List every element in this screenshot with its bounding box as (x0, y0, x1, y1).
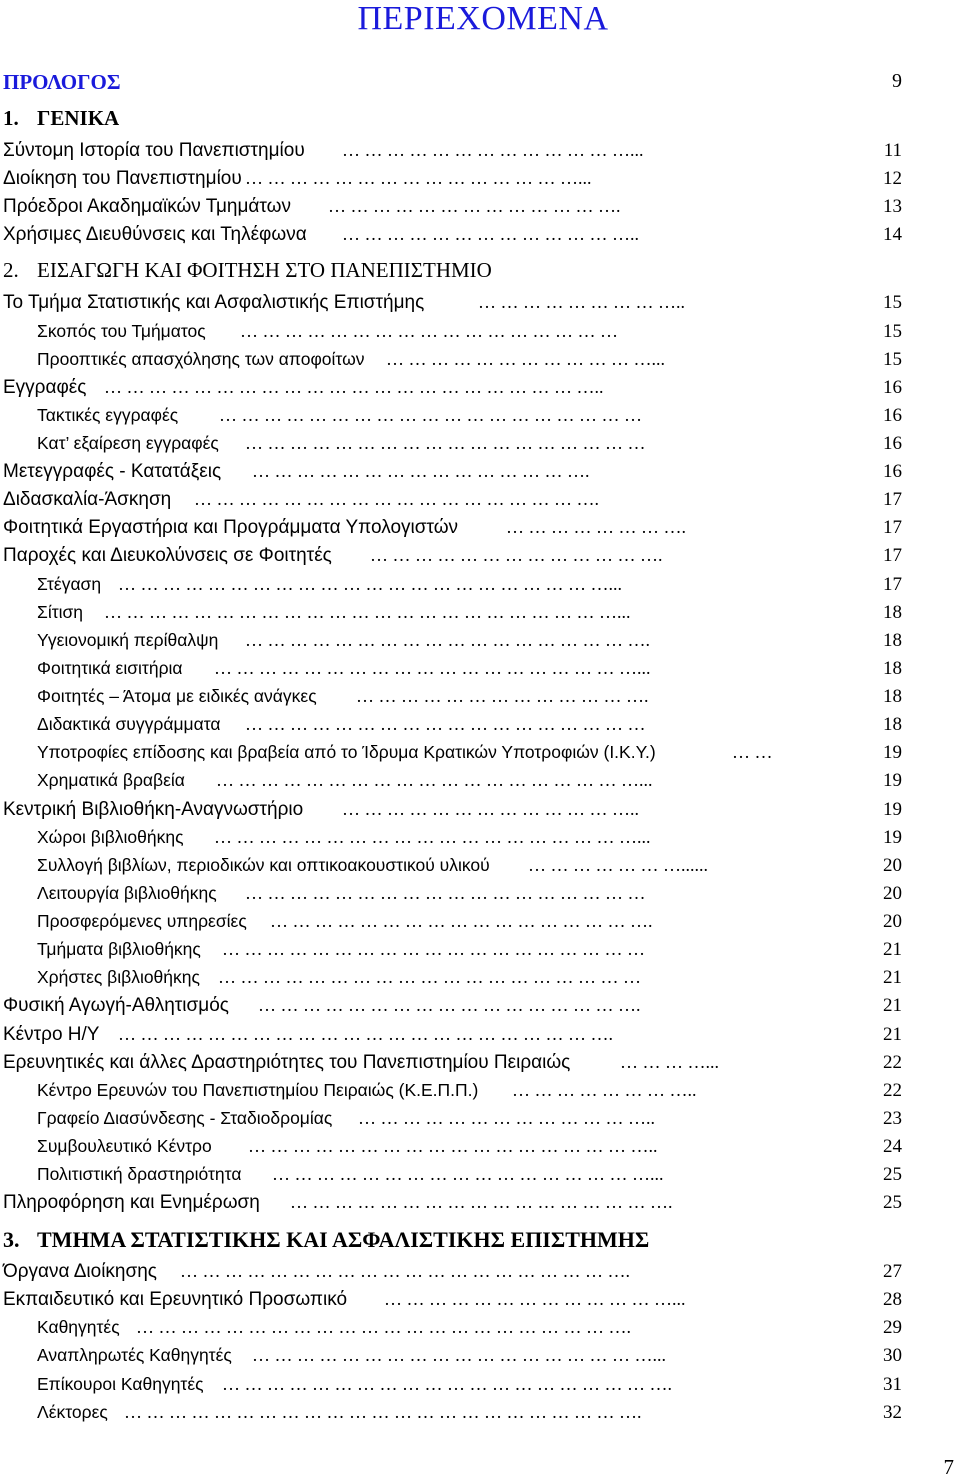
toc-entry-label: Προοπτικές απασχόλησης των αποφοίτων (37, 349, 365, 369)
toc-leader-dots: … … … … … … … … … … … … … … … … … … … …. (180, 1261, 630, 1281)
toc-entry-page: 18 (883, 630, 902, 651)
toc-leader-dots: … … … … … … … … … … … … … … … … …... (272, 1164, 664, 1184)
toc-entry[interactable] (0, 1317, 960, 1345)
toc-entry[interactable] (0, 196, 960, 224)
toc-entry[interactable] (0, 1192, 960, 1220)
toc-entry-label: Το Τμήμα Στατιστικής και Ασφαλιστικής Επιστήμης (3, 292, 425, 313)
toc-entry[interactable] (0, 686, 960, 714)
toc-leader-dots: … … … … … … … … … … … … … … … … … … … … … … …. (124, 1402, 642, 1422)
toc-entry-page: 17 (883, 517, 902, 538)
toc-entry[interactable] (0, 995, 960, 1023)
toc-entry[interactable] (0, 1108, 960, 1136)
toc-entry[interactable] (0, 574, 960, 602)
toc-entry-page: 15 (883, 349, 902, 370)
section-title: ΓΕΝΙΚΑ (37, 106, 120, 130)
toc-leader-dots: … … … … … … … … … … … … … … … … … … …... (214, 658, 651, 678)
toc-entry-label: Υποτροφίες επίδοσης και βραβεία από το Ίδρυμα Κρατικών Υποτροφιών (Ι.Κ.Υ.) (37, 742, 656, 762)
toc-leader-dots: … … … … … … … …. (506, 517, 686, 537)
section-number: 3. (3, 1227, 20, 1252)
toc-entry-label: Φοιτητές – Άτομα με ειδικές ανάγκες (37, 686, 317, 706)
toc-entry-label: Τακτικές εγγραφές (37, 405, 179, 425)
toc-leader-dots: … … … … … … … … … … … … … … … … … … … (222, 939, 645, 959)
toc-entry-page: 19 (883, 827, 902, 848)
toc-entry-page: 16 (883, 405, 902, 426)
toc-entry-label: Εγγραφές (3, 377, 87, 398)
toc-entry[interactable] (0, 1080, 960, 1108)
toc-entry-page: 22 (883, 1052, 902, 1073)
toc-leader-dots: … … … … … … … … … … … … … … … … … … …... (216, 770, 653, 790)
toc-entry-page: 20 (883, 911, 902, 932)
toc-entry[interactable] (0, 1024, 960, 1052)
toc-entry-page: 21 (883, 967, 902, 988)
section-title: ΤΜΗΜΑ ΣΤΑΤΙΣΤΙΚΗΣ ΚΑΙ ΑΣΦΑΛΙΣΤΙΚΗΣ ΕΠΙΣΤΗΜΗΣ (37, 1227, 650, 1252)
toc-leader-dots: … … … … … … … … … … … … … … … … … … (245, 883, 646, 903)
toc-entry-label: Χώροι βιβλιοθήκης (37, 827, 184, 847)
toc-entry[interactable] (0, 630, 960, 658)
toc-entry[interactable] (0, 292, 960, 320)
toc-leader-dots: … … … …... (620, 1052, 719, 1072)
toc-entry-page: 13 (883, 196, 902, 217)
toc-entry[interactable] (0, 658, 960, 686)
toc-entry-page: 17 (883, 489, 902, 510)
toc-entry[interactable] (0, 1052, 960, 1080)
toc-leader-dots: … … … … … … … … … … … … … … … … … ….. (248, 1136, 658, 1156)
toc-entry-page: 19 (883, 770, 902, 791)
toc-leader-dots: … … … … … … … … … … … … … … … … …. (258, 995, 641, 1015)
toc-entry-label: Τμήματα βιβλιοθήκης (37, 939, 201, 959)
toc-entry[interactable] (0, 140, 960, 168)
toc-entry-page: 18 (883, 686, 902, 707)
toc-entry[interactable] (0, 517, 960, 545)
toc-entry-label: Φοιτητικά εισιτήρια (37, 658, 183, 678)
toc-entry-label: ΠΡΟΛΟΓΟΣ (3, 70, 121, 94)
toc-entry-label: Μετεγγραφές - Κατατάξεις (3, 461, 222, 482)
toc-leader-dots: … … … … … … …...... (528, 855, 708, 875)
toc-leader-dots: … … … … … … … … … … … … …... (342, 140, 644, 160)
toc-entry-label: Γραφείο Διασύνδεσης - Σταδιοδρομίας (37, 1108, 333, 1128)
toc-entry-page: 29 (883, 1317, 902, 1338)
toc-entry[interactable] (0, 1402, 960, 1430)
toc-leader-dots: … … … … … … … … … … … … …. (328, 196, 621, 216)
toc-entry-label: Συμβουλευτικό Κέντρο (37, 1136, 212, 1156)
toc-leader-dots: … … … … … … … … … … … … … … … … … …... (252, 1345, 666, 1365)
toc-entry[interactable] (0, 433, 960, 461)
toc-entry[interactable] (0, 405, 960, 433)
toc-entry[interactable] (0, 855, 960, 883)
toc-entry[interactable] (0, 742, 960, 770)
toc-entry-page: 32 (883, 1402, 902, 1423)
toc-entry-label: Διδασκαλία-Άσκηση (3, 489, 172, 510)
toc-leader-dots: … … … … … … … … … … … … …. (370, 545, 663, 565)
toc-entry[interactable] (0, 168, 960, 196)
toc-entry-label: Κέντρο Η/Υ (3, 1024, 100, 1045)
toc-entry-page: 14 (883, 224, 902, 245)
toc-entry[interactable] (0, 349, 960, 377)
toc-entry-page: 22 (883, 1080, 902, 1101)
toc-entry[interactable] (0, 827, 960, 855)
toc-entry-label: Φοιτητικά Εργαστήρια και Προγράμματα Υπολογιστών (3, 517, 459, 538)
toc-entry-label: Συλλογή βιβλίων, περιοδικών και οπτικοακουστικού υλικού (37, 855, 490, 875)
toc-entry-page: 16 (883, 377, 902, 398)
toc-entry-label: Ερευνητικές και άλλες Δραστηριότητες του Πανεπιστημίου Πειραιώς (3, 1052, 571, 1073)
toc-entry-label: Αναπληρωτές Καθηγητές (37, 1345, 232, 1365)
toc-entry[interactable] (0, 321, 960, 349)
toc-leader-dots: … … … … … … … … … … … … … … … … … … … … … …... (118, 574, 622, 594)
toc-entry-label: Στέγαση (37, 574, 102, 594)
toc-entry[interactable] (0, 939, 960, 967)
toc-entry-label: Κεντρική Βιβλιοθήκη-Αναγνωστήριο (3, 799, 304, 820)
toc-leader-dots: … … … … … … … … … … … … … … … … … … … (218, 967, 641, 987)
toc-leader-dots: … … … … … … … … … … … … … … … … … … … … … ….. (104, 377, 604, 397)
toc-leader-dots: … … … … … … … … … … … … … … … … … (240, 321, 618, 341)
toc-entry[interactable] (0, 224, 960, 252)
toc-entry-page: 23 (883, 1108, 902, 1129)
toc-entry-label: Κατ’ εξαίρεση εγγραφές (37, 433, 219, 453)
toc-entry-page: 18 (883, 714, 902, 735)
toc-leader-dots: … … … … … … … … … … … … …... (384, 1289, 686, 1309)
toc-entry-page: 15 (883, 321, 902, 342)
toc-entry-page: 27 (883, 1261, 902, 1282)
toc-entry[interactable] (0, 770, 960, 798)
toc-entry-page: 11 (883, 140, 902, 161)
toc-entry-label: Λειτουργία βιβλιοθήκης (37, 883, 217, 903)
toc-entry-label: Διδακτικά συγγράμματα (37, 714, 221, 734)
toc-entry-page: 19 (883, 799, 902, 820)
toc-leader-dots: … … … … … … … … … … … … … … … … …. (270, 911, 653, 931)
toc-entry[interactable] (0, 377, 960, 405)
toc-entry-label: Παροχές και Διευκολύνσεις σε Φοιτητές (3, 545, 332, 566)
toc-leader-dots: … … … … … … … … … … … … … … … … … … … (219, 405, 642, 425)
toc-entry-label: Εκπαιδευτικό και Ερευνητικό Προσωπικό (3, 1289, 348, 1310)
toc-leader-dots: … … … … … … … … … … … … … … …... (245, 168, 592, 188)
toc-leader-dots: … … … … … … … … … … … … … … … … … … … …. (222, 1374, 672, 1394)
toc-entry-page: 20 (883, 883, 902, 904)
toc-entry-page: 19 (883, 742, 902, 763)
toc-entry-label: Σκοπός του Τμήματος (37, 321, 206, 341)
toc-entry-page: 30 (883, 1345, 902, 1366)
toc-entry-label: Κέντρο Ερευνών του Πανεπιστημίου Πειραιώς (Κ.Ε.Π.Π.) (37, 1080, 479, 1100)
toc-entry[interactable] (0, 545, 960, 573)
toc-entry-page: 9 (892, 70, 902, 92)
toc-leader-dots: … … … … … … … … … … … …... (386, 349, 665, 369)
toc-leader-dots: … … … … … … … … … … … … … … … … … …. (194, 489, 599, 509)
toc-entry-label: Επίκουροι Καθηγητές (37, 1374, 204, 1394)
toc-entry[interactable] (0, 1289, 960, 1317)
toc-entry-label: Χρήστες βιβλιοθήκης (37, 967, 200, 987)
toc-entry-page: 25 (883, 1192, 902, 1213)
toc-entry[interactable] (0, 883, 960, 911)
toc-leader-dots: … … … … … … … ….. (512, 1080, 697, 1100)
toc-entry[interactable] (0, 489, 960, 517)
section-number: 1. (3, 106, 19, 130)
toc-entry-page: 31 (883, 1374, 902, 1395)
toc-entry-prologue[interactable] (0, 70, 960, 98)
toc-entry-label: Διοίκηση του Πανεπιστημίου (3, 168, 242, 189)
toc-entry-page: 16 (883, 433, 902, 454)
toc-entry-page: 17 (883, 574, 902, 595)
toc-section-3[interactable] (0, 1227, 960, 1255)
toc-leader-dots: … … … … … … … … … … … … … … … … … … … … … …. (118, 1024, 613, 1044)
toc-leader-dots: … … … … … … … … … … … … …. (356, 686, 649, 706)
toc-leader-dots: … … (732, 742, 773, 762)
toc-section-2[interactable] (0, 258, 960, 286)
toc-entry-page: 16 (883, 461, 902, 482)
section-title: ΕΙΣΑΓΩΓΗ ΚΑΙ ΦΟΙΤΗΣΗ ΣΤΟ ΠΑΝΕΠΙΣΤΗΜΙΟ (37, 258, 492, 282)
toc-entry-label: Σύντομη Ιστορία του Πανεπιστημίου (3, 140, 305, 161)
toc-entry-label: Λέκτορες (37, 1402, 108, 1422)
toc-entry[interactable] (0, 1136, 960, 1164)
toc-entry[interactable] (0, 911, 960, 939)
toc-entry-label: Καθηγητές (37, 1317, 120, 1337)
toc-entry-page: 24 (883, 1136, 902, 1157)
toc-leader-dots: … … … … … … … … … … … … … … … … … … …... (214, 827, 651, 847)
toc-entry[interactable] (0, 1345, 960, 1373)
toc-leader-dots: … … … … … … … … … … … … ….. (342, 799, 639, 819)
toc-leader-dots: … … … … … … … … … … … … ….. (342, 224, 639, 244)
toc-entry-page: 21 (883, 939, 902, 960)
toc-leader-dots: … … … … … … … … … … … … … … … … … …. (245, 630, 650, 650)
toc-entry-label: Σίτιση (37, 602, 84, 622)
toc-leader-dots: … … … … … … … … ….. (478, 292, 685, 312)
toc-entry-page: 20 (883, 855, 902, 876)
toc-entry[interactable] (0, 799, 960, 827)
toc-entry-page: 18 (883, 658, 902, 679)
toc-entry-page: 21 (883, 1024, 902, 1045)
toc-entry[interactable] (0, 1261, 960, 1289)
toc-section-1[interactable] (0, 106, 960, 134)
toc-entry-label: Φυσική Αγωγή-Αθλητισμός (3, 995, 229, 1016)
toc-entry-page: 25 (883, 1164, 902, 1185)
toc-leader-dots: … … … … … … … … … … … … … … … … … … … … … … …... (104, 602, 631, 622)
toc-entry-page: 28 (883, 1289, 902, 1310)
toc-entry[interactable] (0, 1374, 960, 1402)
toc-entry[interactable] (0, 602, 960, 630)
toc-entry-label: Όργανα Διοίκησης (3, 1261, 157, 1282)
toc-entry-page: 12 (883, 168, 902, 189)
toc-entry-label: Χρήσιμες Διευθύνσεις και Τηλέφωνα (3, 224, 307, 245)
toc-leader-dots: … … … … … … … … … … … … ….. (358, 1108, 655, 1128)
toc-entry[interactable] (0, 714, 960, 742)
toc-entry-label: Πρόεδροι Ακαδημαϊκών Τμημάτων (3, 196, 291, 217)
toc-entry-label: Πολιτιστική δραστηριότητα (37, 1164, 242, 1184)
toc-entry-label: Χρηματικά βραβεία (37, 770, 185, 790)
toc-leader-dots: … … … … … … … … … … … … … … … … …. (290, 1192, 673, 1212)
toc-entry-page: 17 (883, 545, 902, 566)
toc-entry-page: 15 (883, 292, 902, 313)
page-title: ΠΕΡΙΕΧΟΜΕΝΑ (357, 0, 609, 37)
toc-entry-page: 18 (883, 602, 902, 623)
toc-entry[interactable] (0, 461, 960, 489)
toc-entry-label: Προσφερόμενες υπηρεσίες (37, 911, 247, 931)
page-number: 7 (943, 1455, 954, 1479)
toc-leader-dots: … … … … … … … … … … … … … … … … … … (245, 433, 646, 453)
toc-leader-dots: … … … … … … … … … … … … … … … … … … (245, 714, 646, 734)
toc-entry-label: Πληροφόρηση και Ενημέρωση (3, 1192, 260, 1213)
toc-entry[interactable] (0, 1164, 960, 1192)
toc-leader-dots: … … … … … … … … … … … … … … …. (252, 461, 590, 481)
toc-leader-dots: … … … … … … … … … … … … … … … … … … … … … …. (136, 1317, 631, 1337)
toc-entry-page: 21 (883, 995, 902, 1016)
section-number: 2. (3, 258, 19, 282)
toc-entry-label: Υγειονομική περίθαλψη (37, 630, 219, 650)
toc-entry[interactable] (0, 967, 960, 995)
